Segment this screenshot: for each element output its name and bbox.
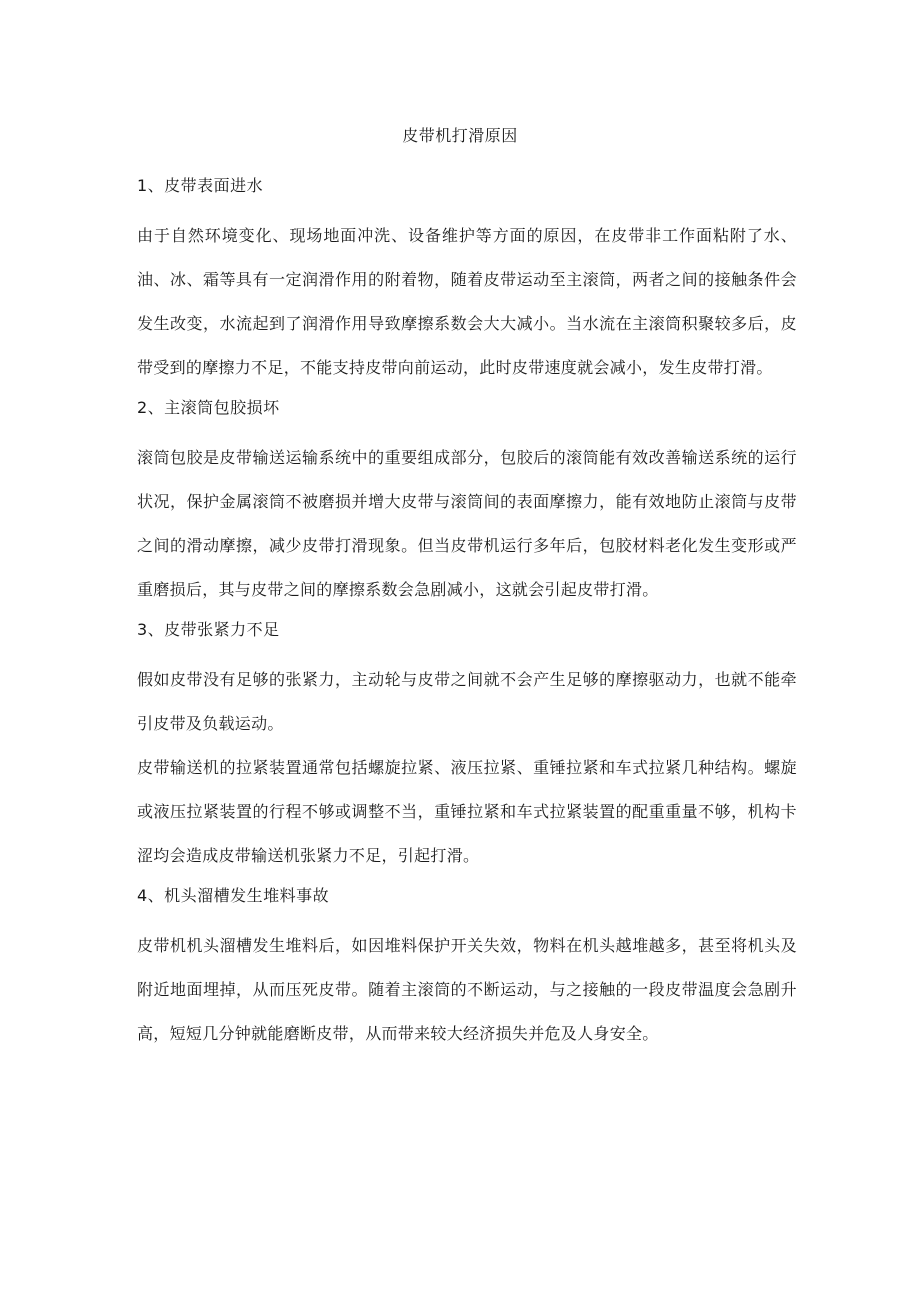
section-heading: 2、主滚筒包胶损坏 bbox=[137, 398, 280, 417]
section-paragraph: 滚筒包胶是皮带输送运输系统中的重要组成部分，包胶后的滚筒能有效改善输送系统的运行状况，保护金属滚筒不被磨损并增大皮带与滚筒间的表面摩擦力，能有效地防止滚筒与皮带之间的滑动摩擦，减少皮带打滑现象。但当皮带机运行多年后，包胶材料老化发生变形或严重磨损后，其与皮带之间的摩擦系数会急剧减小，这就会引起皮带打滑。 bbox=[137, 448, 797, 599]
section-heading: 4、机头溜槽发生堆料事故 bbox=[137, 886, 330, 905]
section-paragraph: 皮带机机头溜槽发生堆料后，如因堆料保护开关失效，物料在机头越堆越多，甚至将机头及附近地面埋掉，从而压死皮带。随着主滚筒的不断运动，与之接触的一段皮带温度会急剧升高，短短几分钟就能磨断皮带，从而带来较大经济损失并危及人身安全。 bbox=[137, 936, 797, 1043]
section-heading: 1、皮带表面进水 bbox=[137, 176, 264, 195]
section-paragraph: 皮带输送机的拉紧装置通常包括螺旋拉紧、液压拉紧、重锤拉紧和车式拉紧几种结构。螺旋或液压拉紧装置的行程不够或调整不当，重锤拉紧和车式拉紧装置的配重重量不够，机构卡涩均会造成皮带输送机张紧力不足，引起打滑。 bbox=[137, 758, 797, 865]
section-paragraph: 由于自然环境变化、现场地面冲洗、设备维护等方面的原因，在皮带非工作面粘附了水、油、冰、霜等具有一定润滑作用的附着物，随着皮带运动至主滚筒，两者之间的接触条件会发生改变，水流起到了润滑作用导致摩擦系数会大大减小。当水流在主滚筒积聚较多后，皮带受到的摩擦力不足，不能支持皮带向前运动，此时皮带速度就会减小，发生皮带打滑。 bbox=[137, 226, 797, 377]
section-heading: 3、皮带张紧力不足 bbox=[137, 620, 280, 639]
document-title: 皮带机打滑原因 bbox=[402, 126, 518, 145]
document-body bbox=[137, 170, 797, 1056]
section-paragraph: 假如皮带没有足够的张紧力，主动轮与皮带之间就不会产生足够的摩擦驱动力，也就不能牵引皮带及负载运动。 bbox=[137, 670, 797, 733]
